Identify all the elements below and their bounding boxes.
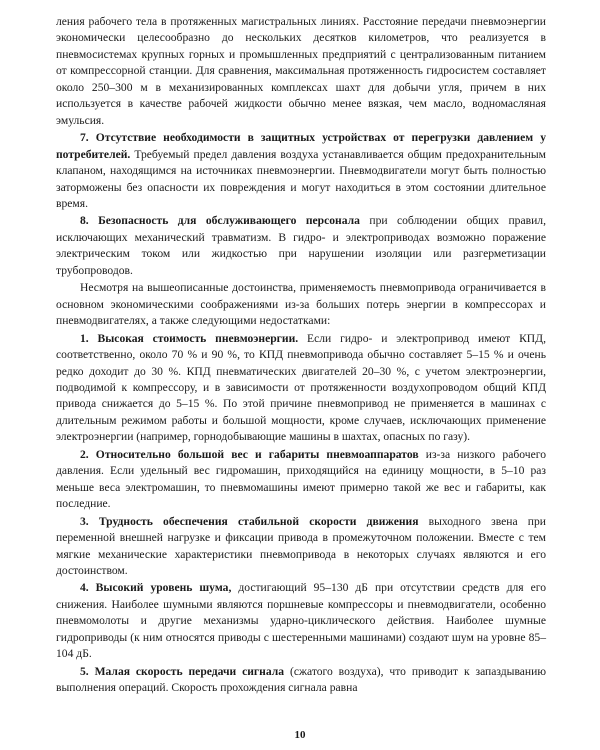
disadvantage-4-heading: 4. Высокий уровень шума, [80, 581, 232, 595]
advantage-7-text: Требуемый предел давления воздуха устанавливается общим предохранительным клапаном, находящимся на источниках пневмоэнергии. Пневмодвигатели могут быть полностью заторможены без опасности их повреждения и могут находиться в этом состоянии длительное время. [56, 147, 546, 210]
advantage-7 [56, 130, 546, 212]
document-page [56, 14, 546, 697]
advantage-8 [56, 213, 546, 279]
disadvantage-3-text: выходного звена при переменной внешней нагрузке и фиксации привода в промежуточном положении. Вместе с тем мягкие механические характеристики пневмопривода в некоторых случаях являются и его достоинством. [56, 514, 546, 577]
disadvantage-1-heading: 1. Высокая стоимость пневмоэнергии. [80, 331, 299, 345]
disadvantage-5-heading: 5. Малая скорость передачи сигнала [80, 664, 285, 678]
disadvantages-intro [56, 280, 546, 329]
disadvantage-5-text: (сжатого воздуха), что приводит к запаздыванию выполнения операций. Скорость прохождения сигнала равна [56, 664, 547, 695]
disadvantage-2-heading: 2. Относительно большой вес и габариты пневмоаппаратов [80, 447, 419, 461]
disadvantage-4-text: достигающий 95–130 дБ при отсутствии средств для его снижения. Наиболее шумными являются поршневые компрессоры и пневмодвигатели, особенно пневмомолоты и другие механизмы ударно-циклического действия. Наиболее шумные гидроприводы (к ним относятся приводы с шестеренными машинами) создают шум на уровне 85–104 дБ. [56, 581, 546, 661]
disadvantage-4 [56, 580, 546, 662]
disadvantage-3 [56, 514, 546, 580]
advantage-8-text: при соблюдении общих правил, исключающих механический травматизм. В гидро- и электроприводах возможно поражение электрическим током или жидкостью при нарушении изоляции или разгерметизации трубопроводов. [56, 214, 546, 277]
paragraph-text: ления рабочего тела в протяженных магистральных линиях. Расстояние передачи пневмоэнергии экономически целесообразно до нескольких десятков километров, что реализуется в пневмосистемах крупных горных и промышленных предприятий с централизованным питанием от компрессорной станции. Для сравнения, максимальная протяженность гидросистем составляет около 250–300 м в механизированных комплексах шахт для добычи угля, причем в них используется в качестве рабочей жидкости обычно менее вязкая, чем масло, водномасляная эмульсия. [56, 15, 546, 127]
paragraph-continuation [56, 14, 546, 129]
disadvantage-1 [56, 331, 546, 446]
advantage-7-heading: 7. Отсутствие необходимости в защитных устройствах от перегрузки давлением у потребителей. [56, 131, 546, 161]
disadvantages-intro-text: Несмотря на вышеописанные достоинства, применяемость пневмопривода ограничивается в основном экономическими соображениями из-за больших потерь энергии в компрессорах и пневмодвигателях, а также следующими недостатками: [56, 281, 546, 328]
page-number: 10 [294, 729, 306, 741]
disadvantage-3-heading: 3. Трудность обеспечения стабильной скорости движения [80, 514, 419, 528]
disadvantage-5 [56, 664, 546, 697]
disadvantage-2-text: из-за низкого рабочего давления. Если удельный вес гидромашин, приходящийся на единицу мощности, в 5–10 раз меньше веса электромашин, то пневмомашины имеют примерно такой же вес и габариты, как последние. [56, 447, 546, 511]
disadvantage-2 [56, 447, 546, 513]
disadvantage-1-text: Если гидро- и электропривод имеют КПД, соответственно, около 70 % и 90 %, то КПД пневмопривода обычно составляет 5–15 % и очень редко доходит до 30 %. КПД пневматических двигателей 20–30 %, с учетом электроэнергии, подводимой к компрессору, и в зависимости от протяженности воздухопроводом общий КПД привода снижается до 5–15 %. По этой причине пневмопривод не применяется в машинах с длительным режимом работы и большой мощности, кроме случаев, исключающих применение электроэнергии (например, горнодобывающие машины в шахтах, опасных по газу). [56, 331, 546, 444]
advantage-8-heading: 8. Безопасность для обслуживающего персонала [80, 214, 360, 228]
